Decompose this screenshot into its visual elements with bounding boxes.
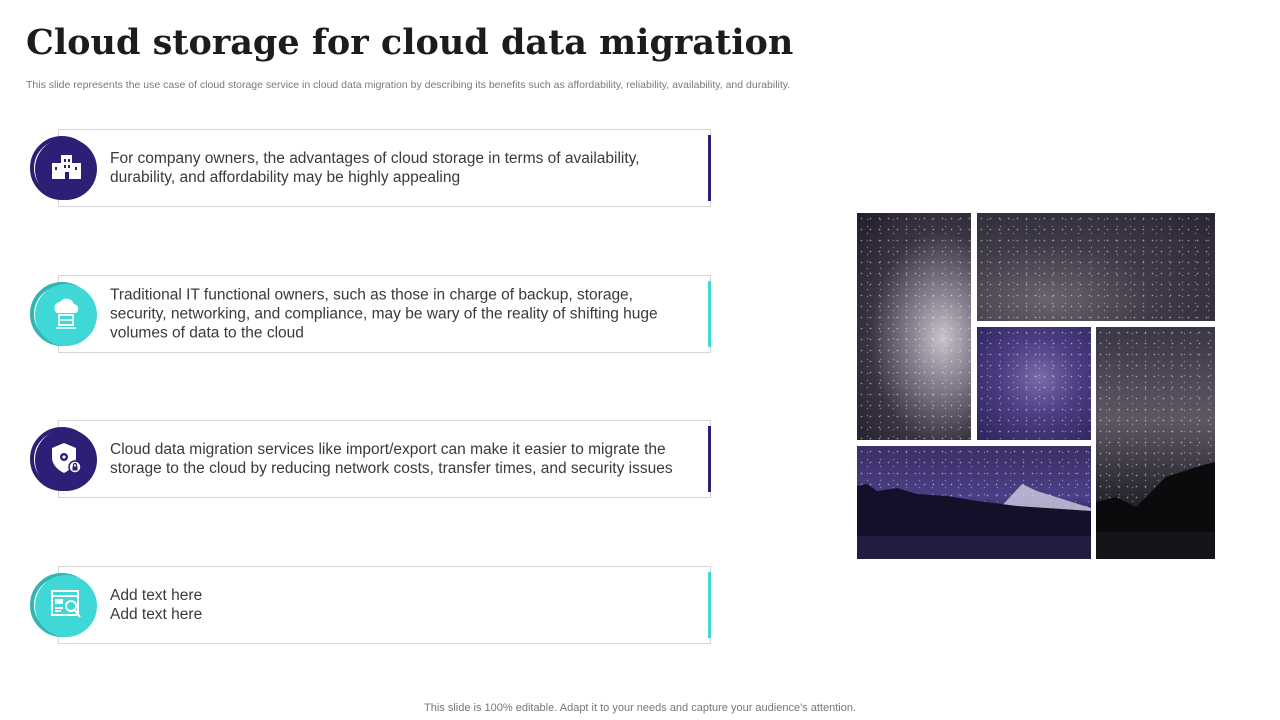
info-card-1 bbox=[58, 129, 711, 207]
card-text: For company owners, the advantages of cloud storage in terms of availability, durability, and affordability may be highly appealing bbox=[110, 150, 640, 186]
card-text: Cloud data migration services like import/export can make it easier to migrate the storage to the cloud by reducing network costs, transfer times, and security issues bbox=[110, 441, 673, 477]
cloud-server-icon bbox=[48, 295, 84, 336]
info-card-3 bbox=[58, 420, 711, 498]
night-sky-photo bbox=[977, 213, 1215, 321]
card-accent-bar bbox=[708, 281, 711, 347]
shield-gear-lock-icon bbox=[48, 440, 84, 481]
info-card-4 bbox=[58, 566, 711, 644]
page-subtitle: This slide represents the use case of cloud storage service in cloud data migration by describing its benefits such as affordability, reliability, availability, and durability. bbox=[26, 79, 791, 91]
badge-1 bbox=[30, 136, 100, 200]
night-sky-mountain-photo bbox=[1096, 327, 1215, 559]
night-sky-photo bbox=[977, 327, 1091, 440]
footer-note: This slide is 100% editable. Adapt it to your needs and capture your audience's attention. bbox=[424, 702, 856, 714]
card-accent-bar bbox=[708, 135, 711, 201]
card-text-line: Add text here bbox=[110, 606, 203, 623]
badge-circle bbox=[35, 138, 97, 200]
info-card-2 bbox=[58, 275, 711, 353]
night-lake-photo bbox=[857, 446, 1091, 559]
badge-circle bbox=[35, 575, 97, 637]
document-search-icon bbox=[48, 586, 84, 627]
card-accent-bar bbox=[708, 572, 711, 638]
badge-2 bbox=[30, 282, 100, 346]
card-text: Traditional IT functional owners, such as those in charge of backup, storage, security, networking, and compliance, may be wary of the reality of shifting huge volumes of data to the cloud bbox=[110, 286, 658, 342]
card-text bbox=[110, 586, 674, 624]
night-sky-photo bbox=[857, 213, 971, 440]
page-title: Cloud storage for cloud data migration bbox=[26, 22, 794, 63]
building-icon bbox=[48, 149, 84, 190]
badge-circle bbox=[35, 284, 97, 346]
badge-circle bbox=[35, 429, 97, 491]
card-text-line: Add text here bbox=[110, 587, 203, 604]
badge-4 bbox=[30, 573, 100, 637]
card-accent-bar bbox=[708, 426, 711, 492]
badge-3 bbox=[30, 427, 100, 491]
